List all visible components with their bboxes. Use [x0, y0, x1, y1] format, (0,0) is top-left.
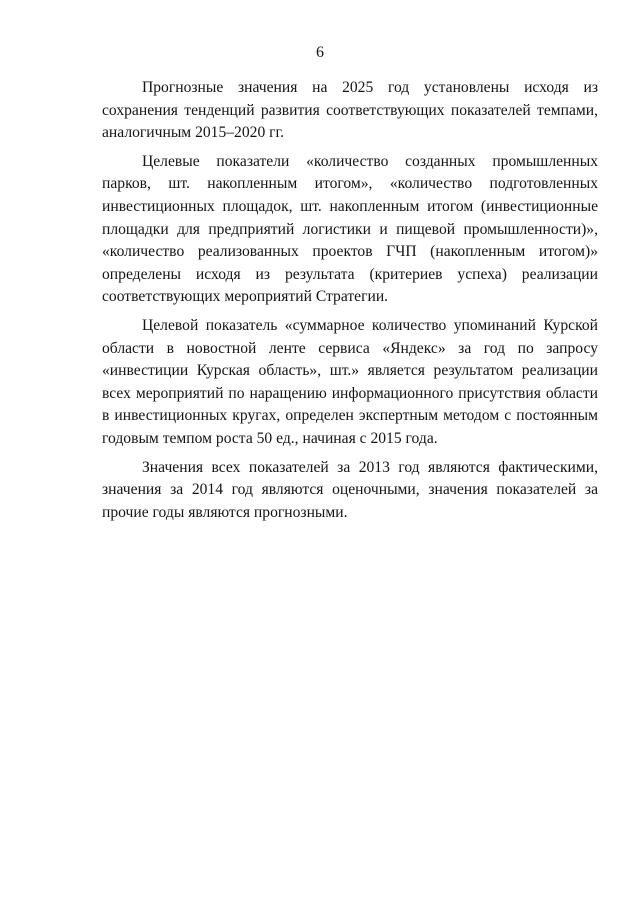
paragraph-yandex-mentions: Целевой показатель «суммарное количество упоминаний Курской области в новостной ленте сервиса «Яндекс» за год по запросу «инвестиции Курская область», шт.» является результатом реализации всех мероприятий по наращению информационного присутствия области в инвестиционных кругах, определен экспертным методом с постоянным годовым темпом роста 50 ед., начиная с 2015 года.	[102, 316, 598, 447]
paragraph-target-indicators: Целевые показатели «количество созданных промышленных парков, шт. накопленным итогом», «количество подготовленных инвестиционных площадок, шт. накопленным итогом (инвестиционные площадки для предприятий логистики и пищевой промышленности)», «количество реализованных проектов ГЧП (накопленным итогом)» определены исходя из результата (критериев успеха) реализации соответствующих мероприятий Стратегии.	[102, 152, 598, 306]
paragraph-indicator-values: Значения всех показателей за 2013 год являются фактическими, значения за 2014 год являются оценочными, значения показателей за прочие годы являются прогнозными.	[102, 458, 598, 521]
paragraph-forecast-2025: Прогнозные значения на 2025 год установлены исходя из сохранения тенденций развития соответствующих показателей темпами, аналогичным 2015–2020 гг.	[102, 79, 598, 142]
document-body	[102, 77, 598, 530]
page-number: 6	[316, 44, 324, 61]
